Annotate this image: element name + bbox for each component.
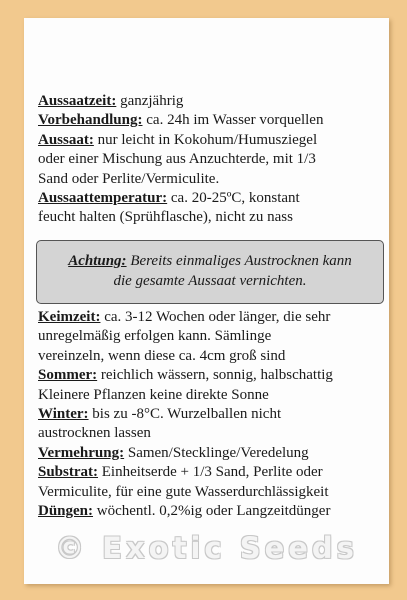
warning-label: Achtung: bbox=[68, 253, 127, 269]
label-aussaattemperatur: Aussaattemperatur: bbox=[38, 190, 168, 207]
care-section-bottom bbox=[38, 308, 383, 521]
text-aussaat-3: Sand oder Perlite/Vermiculite. bbox=[38, 170, 220, 187]
text-sommer-2: Kleinere Pflanzen keine direkte Sonne bbox=[38, 386, 269, 403]
text-winter-2: austrocknen lassen bbox=[38, 425, 151, 442]
line-sommer bbox=[38, 366, 383, 385]
text-aussaatzeit: ganzjährig bbox=[116, 93, 184, 109]
label-vorbehandlung: Vorbehandlung: bbox=[38, 112, 143, 129]
warning-text-2: die gesamte Aussaat vernichten. bbox=[113, 273, 307, 289]
line-aussaatzeit bbox=[38, 92, 383, 111]
label-sommer: Sommer: bbox=[38, 367, 98, 384]
warning-callout bbox=[36, 240, 384, 304]
text-aussaat-1: nur leicht in Kokohum/Humusziegel bbox=[93, 131, 318, 148]
label-vermehrung: Vermehrung: bbox=[38, 444, 125, 461]
label-winter: Winter: bbox=[38, 406, 89, 423]
text-aussaattemperatur-2: feucht halten (Sprühflasche), nicht zu nass bbox=[38, 209, 293, 226]
label-duengen: Düngen: bbox=[38, 503, 94, 520]
text-vorbehandlung: ca. 24h im Wasser vorquellen bbox=[142, 112, 324, 129]
line-vermehrung bbox=[38, 444, 383, 463]
care-section-top bbox=[38, 92, 383, 228]
line-substrat bbox=[38, 463, 383, 482]
label-keimzeit: Keimzeit: bbox=[38, 309, 101, 325]
text-vermehrung: Samen/Stecklinge/Veredelung bbox=[124, 444, 309, 461]
line-aussaattemperatur bbox=[38, 189, 383, 208]
label-aussaatzeit: Aussaatzeit: bbox=[38, 93, 117, 109]
line-duengen bbox=[38, 502, 383, 521]
line-aussaat bbox=[38, 131, 383, 150]
text-substrat-2: Vermiculite, für eine gute Wasserdurchlässigkeit bbox=[38, 483, 329, 500]
instruction-card bbox=[24, 18, 389, 584]
text-keimzeit-2: unregelmäßig erfolgen kann. Sämlinge bbox=[38, 328, 272, 345]
text-sommer-1: reichlich wässern, sonnig, halbschattig bbox=[97, 367, 333, 384]
text-winter-1: bis zu -8°C. Wurzelballen nicht bbox=[88, 406, 282, 423]
line-winter bbox=[38, 405, 383, 424]
text-aussaat-2: oder einer Mischung aus Anzuchterde, mit 1/3 bbox=[38, 151, 316, 168]
label-substrat: Substrat: bbox=[38, 464, 99, 481]
warning-text-1: Bereits einmaliges Austrocknen kann bbox=[126, 253, 352, 269]
copyright-watermark: © Exotic Seeds bbox=[55, 531, 358, 565]
label-aussaat: Aussaat: bbox=[38, 131, 94, 148]
text-keimzeit-3: vereinzeln, wenn diese ca. 4cm groß sind bbox=[38, 347, 286, 364]
text-aussaattemperatur-1: ca. 20-25ºC, konstant bbox=[167, 190, 300, 207]
line-vorbehandlung bbox=[38, 111, 383, 130]
text-substrat-1: Einheitserde + 1/3 Sand, Perlite oder bbox=[98, 464, 323, 481]
text-duengen: wöchentl. 0,2%ig oder Langzeitdünger bbox=[93, 503, 331, 520]
line-keimzeit bbox=[38, 308, 383, 327]
text-keimzeit-1: ca. 3-12 Wochen oder länger, die sehr bbox=[100, 309, 331, 325]
warning-line-1 bbox=[37, 251, 383, 271]
